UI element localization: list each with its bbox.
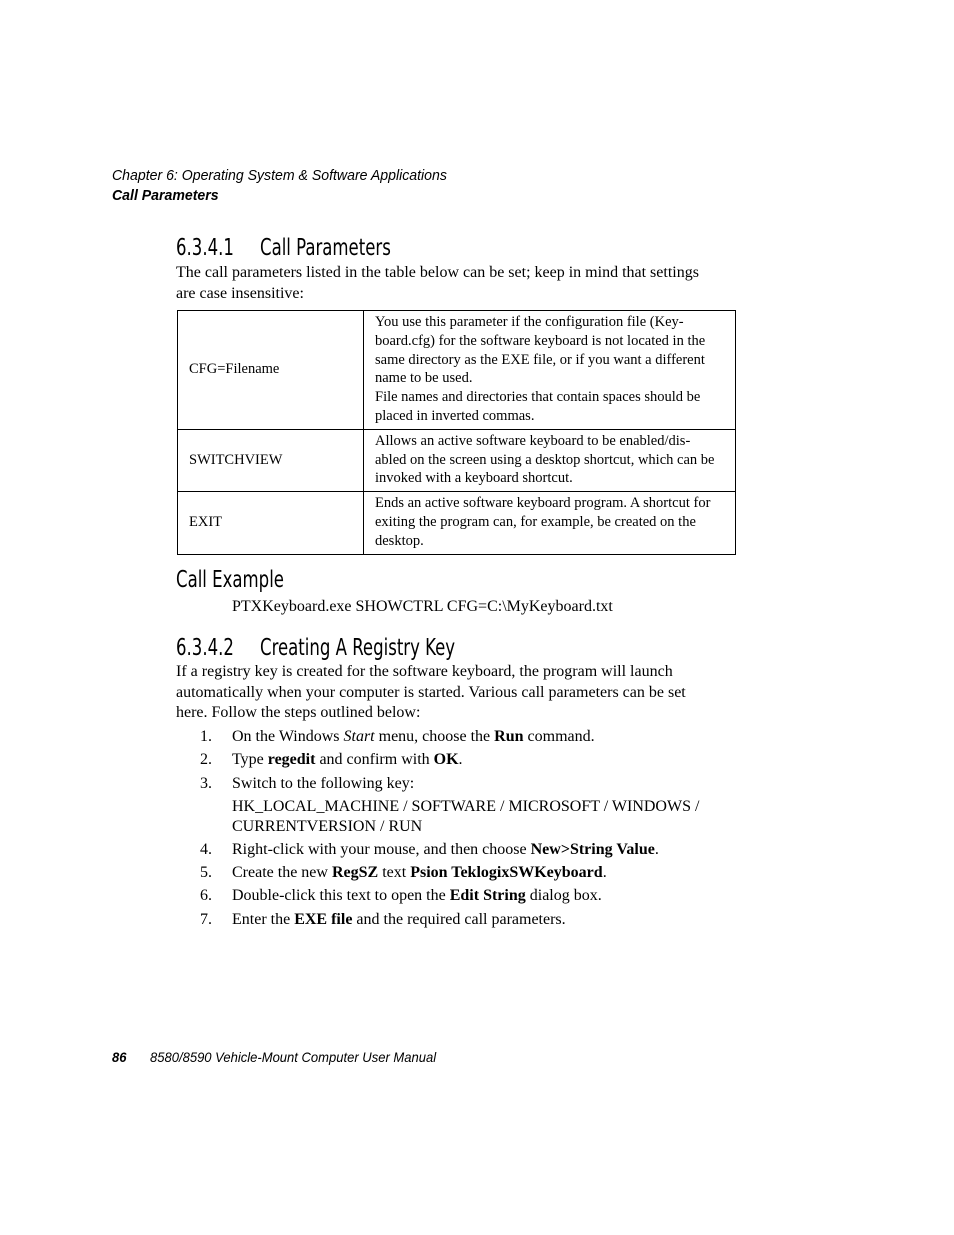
list-item — [200, 774, 740, 795]
table-row — [178, 311, 736, 430]
intro-line: are case insensitive: — [176, 284, 304, 302]
table-row — [178, 429, 736, 491]
step-text: On the Windows Start menu, choose the Run command. — [232, 728, 595, 745]
param-name-cell: SWITCHVIEW — [178, 429, 364, 491]
table-row — [178, 492, 736, 554]
section-heading-call-parameters — [176, 234, 391, 262]
description-line: placed in inverted commas. — [375, 407, 535, 424]
step-number: 2. — [200, 751, 212, 769]
subheading-call-example: Call Example — [176, 567, 284, 593]
key-path-line: CURRENTVERSION / RUN — [232, 817, 423, 835]
description-line: desktop. — [375, 532, 424, 549]
description-line: abled on the screen using a desktop shortcut, which can be — [375, 451, 715, 468]
description-line: exiting the program can, for example, be created on the — [375, 513, 696, 530]
registry-key-path — [232, 797, 740, 837]
running-header-section: Call Parameters — [112, 187, 219, 204]
menu-name: Start — [343, 728, 375, 745]
command-name: Run — [494, 728, 524, 745]
step-text: Switch to the following key: — [232, 774, 415, 792]
footer-manual-title: 8580/8590 Vehicle-Mount Computer User Manual — [150, 1049, 437, 1065]
intro-paragraph — [176, 263, 776, 304]
intro-line: here. Follow the steps outlined below: — [176, 704, 421, 721]
key-path-line: HK_LOCAL_MACHINE / SOFTWARE / MICROSOFT / WINDOWS / — [232, 797, 700, 815]
list-item — [200, 886, 740, 907]
param-description-cell — [364, 429, 736, 491]
description-line: invoked with a keyboard shortcut. — [375, 470, 573, 487]
value-name: Psion TeklogixSWKeyboard — [410, 863, 603, 881]
call-example-code: PTXKeyboard.exe SHOWCTRL CFG=C:\MyKeyboard.txt — [232, 598, 613, 615]
description-line: Ends an active software keyboard program. A shortcut for — [375, 495, 711, 512]
registry-steps-list — [200, 727, 740, 933]
description-line: name to be used. — [375, 370, 473, 387]
list-item — [200, 750, 740, 771]
description-line: You use this parameter if the configuration file (Key- — [375, 314, 684, 330]
registry-intro-paragraph — [176, 662, 776, 724]
step-number: 6. — [200, 887, 212, 905]
description-line: same directory as the EXE file, or if you want a different — [375, 351, 705, 368]
description-line: Allows an active software keyboard to be enabled/dis- — [375, 432, 691, 449]
description-line: board.cfg) for the software keyboard is not located in the — [375, 332, 706, 349]
command-name: regedit — [267, 751, 316, 769]
section-title: Call Parameters — [260, 235, 391, 261]
section-number: 6.3.4.2 — [176, 635, 234, 661]
step-number: 3. — [200, 774, 212, 792]
step-number: 7. — [200, 910, 212, 928]
step-number: 4. — [200, 840, 212, 858]
value-type: RegSZ — [331, 863, 379, 881]
call-parameters-table — [177, 310, 736, 555]
dialog-name: Edit String — [449, 887, 526, 905]
step-text: Type regedit and confirm with OK. — [232, 751, 463, 769]
param-description-cell — [364, 492, 736, 554]
button-name: OK — [433, 751, 459, 769]
param-name-cell: CFG=Filename — [178, 311, 364, 430]
param-description-cell — [364, 311, 736, 430]
intro-line: If a registry key is created for the software keyboard, the program will launch — [176, 663, 673, 680]
section-title: Creating A Registry Key — [260, 635, 456, 661]
list-item — [200, 840, 740, 861]
step-number: 1. — [200, 728, 212, 745]
menu-path: New>String Value — [530, 840, 655, 858]
list-item — [200, 727, 740, 748]
file-name: EXE file — [294, 910, 353, 928]
step-text: Double-click this text to open the Edit String dialog box. — [232, 887, 602, 905]
param-name-cell: EXIT — [178, 492, 364, 554]
list-item — [200, 863, 740, 884]
section-heading-registry-key — [176, 634, 455, 662]
intro-line: automatically when your computer is started. Various call parameters can be set — [176, 683, 686, 701]
step-number: 5. — [200, 863, 212, 881]
intro-line: The call parameters listed in the table below can be set; keep in mind that settings — [176, 264, 699, 281]
step-text: Create the new RegSZ text Psion TeklogixSWKeyboard. — [232, 863, 607, 881]
page-number: 86 — [112, 1049, 127, 1065]
description-line: File names and directories that contain spaces should be — [375, 389, 701, 406]
step-text: Enter the EXE file and the required call parameters. — [232, 910, 566, 928]
step-text: Right-click with your mouse, and then choose New>String Value. — [232, 840, 659, 858]
section-number: 6.3.4.1 — [176, 235, 234, 261]
running-header-chapter: Chapter 6: Operating System & Software Applications — [112, 167, 447, 184]
list-item — [200, 910, 740, 931]
